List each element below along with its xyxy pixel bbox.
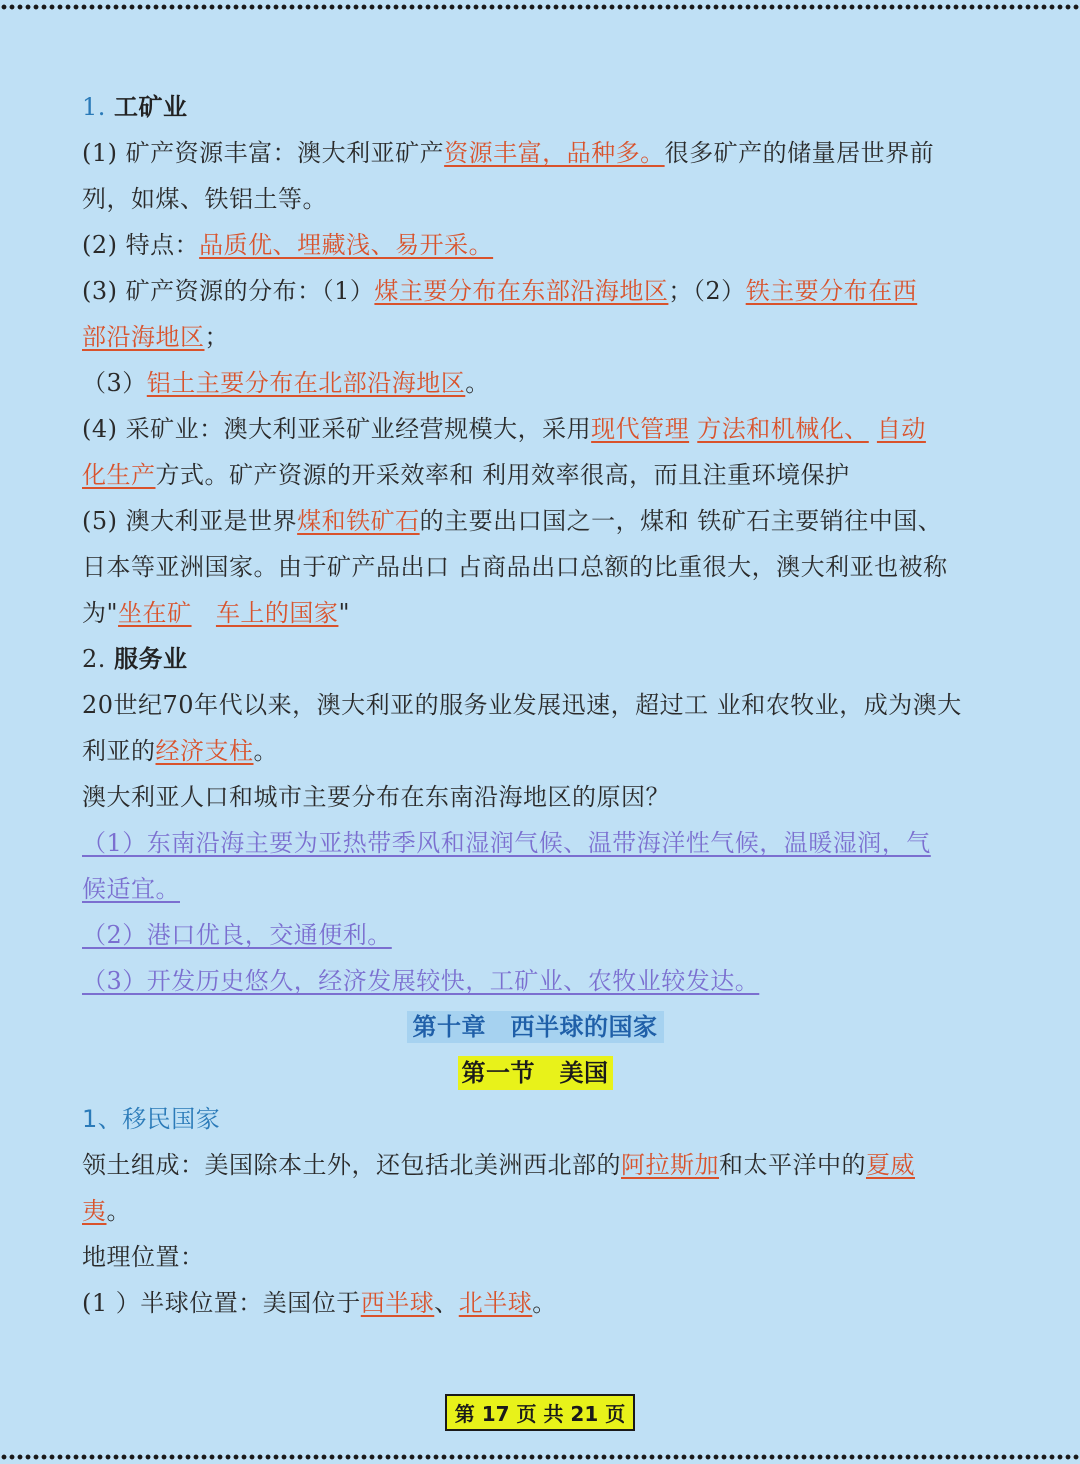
paragraph-line xyxy=(82,406,988,452)
text: 。 xyxy=(106,1197,131,1225)
highlight-text: 方法和机械化、 xyxy=(697,415,869,443)
paragraph-line xyxy=(82,360,988,406)
text: 20世纪70年代以来，澳大利亚的服务业发展迅速，超过工 业和农牧业，成为澳大 xyxy=(82,691,962,719)
highlight-text: 煤和铁矿石 xyxy=(297,507,420,535)
paragraph-line xyxy=(82,314,988,360)
paragraph-line xyxy=(82,682,988,728)
question-text: 澳大利亚人口和城市主要分布在东南沿海地区的原因？ xyxy=(82,783,670,811)
paragraph-line xyxy=(82,222,988,268)
paragraph-line xyxy=(82,268,988,314)
highlight-text: 夏威 xyxy=(866,1151,915,1179)
highlight-text: 坐在矿 xyxy=(118,599,192,627)
answer-text: （2）港口优良，交通便利。 xyxy=(82,921,392,949)
highlight-text: 自动 xyxy=(876,415,926,443)
paragraph-line xyxy=(82,1142,988,1188)
bottom-dotted-border xyxy=(0,1452,1080,1462)
page-number: 第 17 页 共 21 页 xyxy=(445,1394,635,1431)
text: 方式。矿产资源的开采效率和 利用效率很高，而且注重环境保护 xyxy=(155,461,850,489)
text: 日本等亚洲国家。由于矿产品出口 占商品出口总额的比重很大，澳大利亚也被称 xyxy=(82,553,948,581)
text: ；（2） xyxy=(668,277,746,305)
page-footer xyxy=(0,1394,1080,1431)
text: 。 xyxy=(532,1289,557,1317)
text: 、 xyxy=(434,1289,459,1317)
paragraph-line xyxy=(82,176,988,222)
answer-line xyxy=(82,820,988,866)
text: ； xyxy=(204,323,229,351)
highlight-text: 车上的国家 xyxy=(215,599,339,627)
document-page xyxy=(82,84,988,1326)
heading-title: 工矿业 xyxy=(114,93,188,121)
paragraph-line xyxy=(82,498,988,544)
section-title-line xyxy=(82,1050,988,1096)
text: (4) 采矿业：澳大利亚采矿业经营规模大，采用 xyxy=(82,415,592,443)
highlight-text: 现代管理 xyxy=(591,415,690,443)
paragraph-line xyxy=(82,728,988,774)
highlight-text: 部沿海地区 xyxy=(82,323,205,351)
text: (1 ）半球位置：美国位于 xyxy=(82,1289,361,1317)
text: 和太平洋中的 xyxy=(719,1151,866,1179)
paragraph-line xyxy=(82,544,988,590)
section-heading-mining xyxy=(82,84,988,130)
text: 的主要出口国之一，煤和 铁矿石主要销往中国、 xyxy=(419,507,943,535)
highlight-text: 西半球 xyxy=(360,1289,435,1317)
chapter-title: 第十章 西半球的国家 xyxy=(407,1011,664,1043)
chapter-title-line xyxy=(82,1004,988,1050)
paragraph-line xyxy=(82,1188,988,1234)
text: 列，如煤、铁铝土等。 xyxy=(82,185,327,213)
answer-text: 候适宜。 xyxy=(82,875,180,903)
highlight-text: 夷 xyxy=(82,1197,107,1225)
heading-number: 1. xyxy=(82,93,106,121)
highlight-text: 化生产 xyxy=(82,461,156,489)
highlight-text: 铝土主要分布在北部沿海地区 xyxy=(146,369,466,397)
paragraph-line xyxy=(82,1234,988,1280)
usa-heading-line xyxy=(82,1096,988,1142)
top-dotted-border xyxy=(0,2,1080,12)
answer-text: （1）东南沿海主要为亚热带季风和湿润气候、温带海洋性气候，温暖湿润，气 xyxy=(82,829,931,857)
highlight-text: 经济支柱 xyxy=(155,737,254,765)
text: （3） xyxy=(82,369,147,397)
text: 。 xyxy=(465,369,490,397)
highlight-text: 铁主要分布在西 xyxy=(745,277,918,305)
answer-line xyxy=(82,912,988,958)
paragraph-line xyxy=(82,1280,988,1326)
text: 领土组成：美国除本土外，还包括北美洲西北部的 xyxy=(82,1151,621,1179)
usa-heading: 1、移民国家 xyxy=(82,1105,221,1133)
text: (2) 特点： xyxy=(82,231,200,259)
paragraph-line xyxy=(82,130,988,176)
text: 利亚的 xyxy=(82,737,156,765)
heading-number: 2. xyxy=(82,645,106,673)
answer-line xyxy=(82,866,988,912)
answer-text: （3）开发历史悠久，经济发展较快，工矿业、农牧业较发达。 xyxy=(82,967,760,995)
text: 地理位置： xyxy=(82,1243,205,1271)
section-title: 第一节 美国 xyxy=(458,1056,613,1090)
text: (1) 矿产资源丰富：澳大利亚矿产 xyxy=(82,139,445,167)
text: 。 xyxy=(253,737,278,765)
text: 为" xyxy=(82,599,119,627)
paragraph-line xyxy=(82,590,988,636)
answer-line xyxy=(82,958,988,1004)
highlight-text: 北半球 xyxy=(458,1289,533,1317)
text: (5) 澳大利亚是世界 xyxy=(82,507,298,535)
paragraph-line xyxy=(82,452,988,498)
text: (3) 矿产资源的分布：（1） xyxy=(82,277,375,305)
heading-title: 服务业 xyxy=(114,645,188,673)
highlight-text: 资源丰富，品种多。 xyxy=(444,139,665,167)
highlight-text: 品质优、埋藏浅、易开采。 xyxy=(199,231,494,259)
highlight-text: 阿拉斯加 xyxy=(621,1151,719,1179)
text: " xyxy=(338,599,350,627)
question-line xyxy=(82,774,988,820)
text: 很多矿产的储量居世界前 xyxy=(664,139,935,167)
section-heading-services xyxy=(82,636,988,682)
highlight-text: 煤主要分布在东部沿海地区 xyxy=(374,277,669,305)
